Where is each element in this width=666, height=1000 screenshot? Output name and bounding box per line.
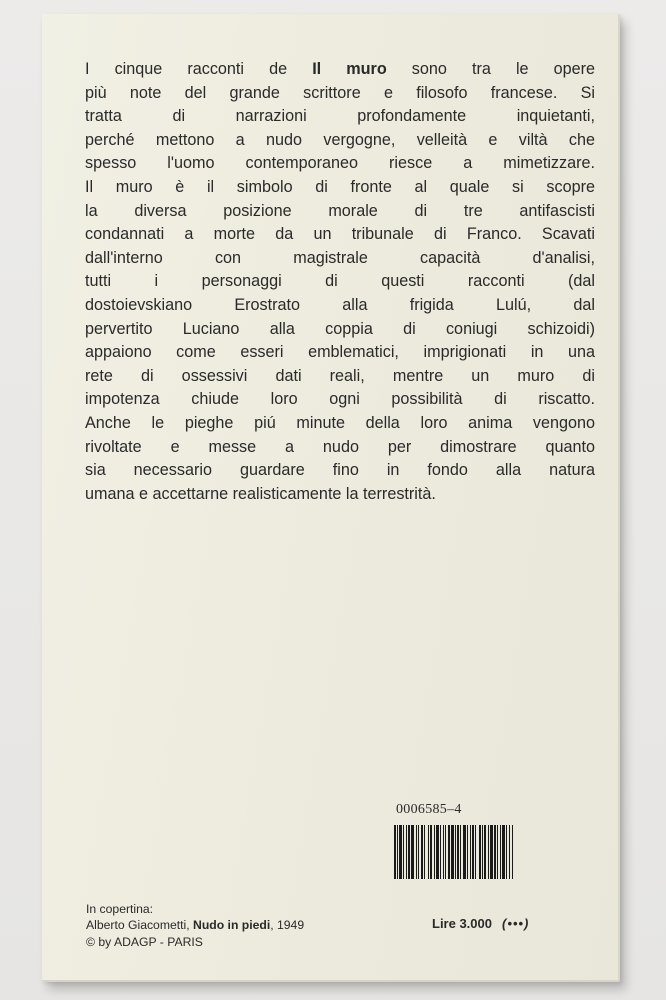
blurb-text (85, 58, 595, 506)
blurb-line: dall'interno con magistrale capacità d'analisi, (85, 248, 595, 267)
credits-year: , 1949 (270, 918, 305, 933)
blurb-line (85, 58, 595, 82)
blurb-line: umana e accettarne realisticamente la terrestrità. (85, 484, 436, 503)
cover-credits (86, 901, 304, 950)
blurb-line: più note del grande scrittore e filosofo francese. Si (85, 83, 595, 102)
barcode-icon (394, 825, 570, 879)
credits-copyright: © by ADAGP - PARIS (86, 934, 203, 949)
credits-artwork (86, 917, 304, 933)
credits-artist: Alberto Giacometti, (86, 918, 194, 933)
price-marks: (•••) (502, 916, 530, 931)
blurb-line: rivoltate e messe a nudo per dimostrare quanto (85, 437, 595, 456)
blurb-line: appaiono come esseri emblematici, imprigionati in una (85, 343, 595, 362)
blurb-line: Il muro è il simbolo di fronte al quale si scopre (85, 177, 595, 196)
book-title-inline: Il muro (312, 60, 387, 78)
isbn-number: 0006585–4 (396, 802, 462, 817)
price-value: Lire 3.000 (432, 916, 492, 931)
blurb-line: impotenza chiude loro ogni possibilità di riscatto. (85, 390, 595, 409)
blurb-text-segment: sono tra le opere (386, 60, 596, 78)
credits-artwork-title: Nudo in piedi (193, 918, 271, 933)
blurb-line: la diversa posizione morale di tre antifascisti (85, 201, 595, 220)
blurb-text-segment: I cinque racconti de (85, 60, 313, 78)
price-label (432, 916, 529, 931)
blurb-line: condannati a morte da un tribunale di Franco. Scavati (85, 225, 595, 244)
blurb-line: tutti i personaggi di questi racconti (dal (85, 272, 595, 291)
book-back-cover (42, 14, 620, 982)
blurb-line: dostoievskiano Erostrato alla frigida Lulú, dal (85, 295, 595, 314)
blurb-line: sia necessario guardare fino in fondo alla natura (85, 461, 595, 480)
blurb-line: rete di ossessivi dati reali, mentre un muro di (85, 366, 595, 385)
blurb-line: tratta di narrazioni profondamente inquietanti, (85, 107, 595, 126)
credits-heading: In copertina: (86, 902, 154, 916)
blurb-line: perché mettono a nudo vergogne, velleità e viltà che (85, 130, 595, 149)
blurb-line: Anche le pieghe piú minute della loro anima vengono (85, 413, 595, 432)
blurb-line: spesso l'uomo contemporaneo riesce a mimetizzare. (85, 154, 595, 173)
blurb-line: pervertito Luciano alla coppia di coniugi schizoidi) (85, 319, 595, 338)
